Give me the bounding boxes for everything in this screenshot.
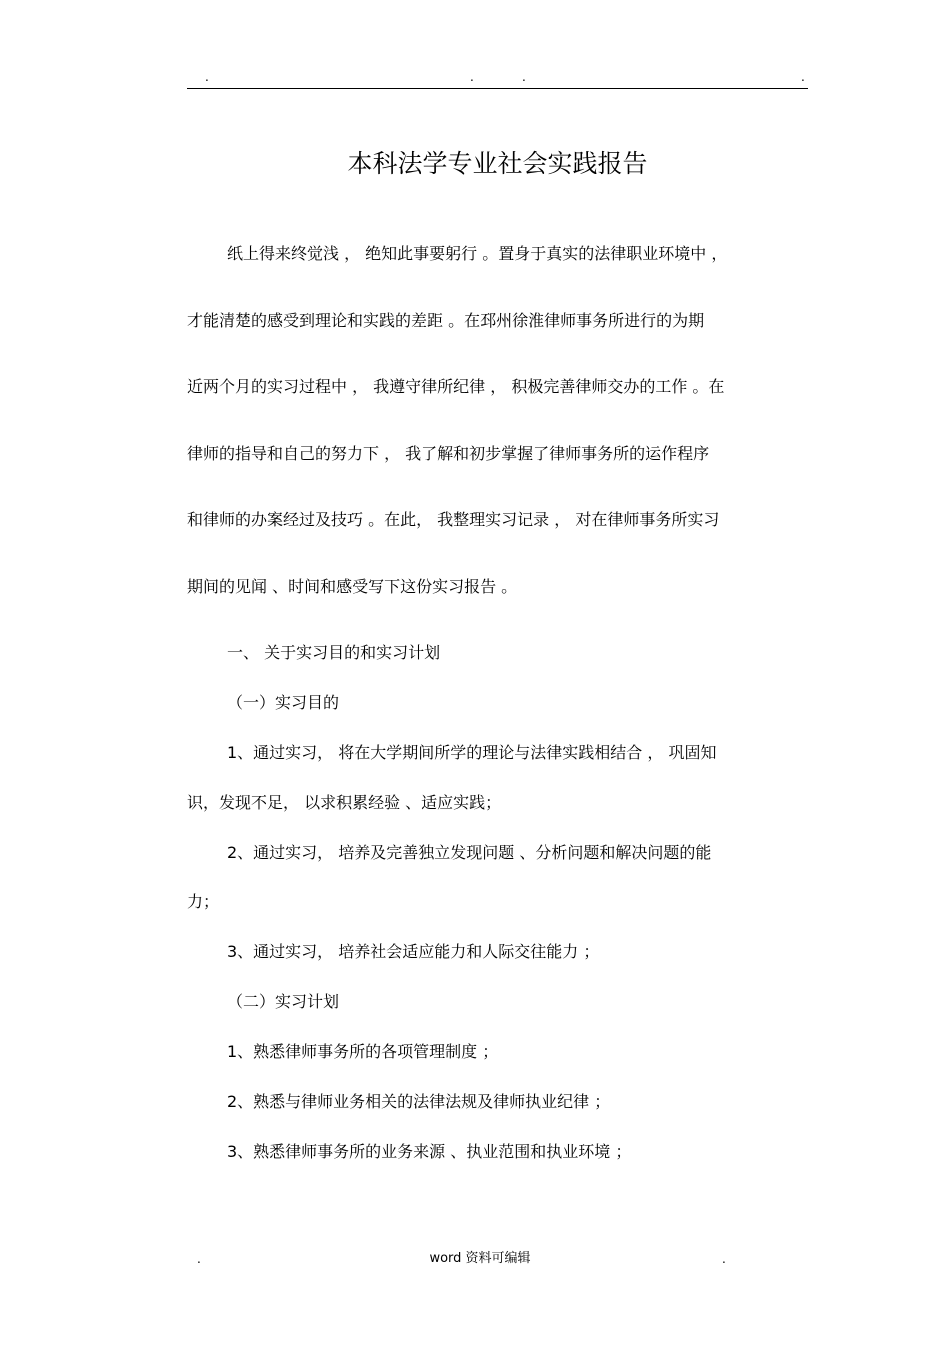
goal-item: 2、通过实习， 培养及完善独立发现问题 、分析问题和解决问题的能	[227, 843, 712, 862]
text-line: 期间的见闻 、时间和感受写下这份实习报告 。	[187, 577, 518, 596]
text-line: 律师的指导和自己的努力下 ， 我了解和初步掌握了律师事务所的运作程序	[187, 444, 710, 463]
footer-dot: .	[197, 1252, 201, 1266]
goal-item: 1、通过实习， 将在大学期间所学的理论与法律实践相结合 ， 巩固知	[227, 743, 717, 762]
subsection-heading: （一）实习目的	[227, 693, 340, 712]
document-title: 本科法学专业社会实践报告	[347, 149, 648, 178]
header-dot: .	[801, 70, 805, 84]
plan-item: 3、熟悉律师事务所的业务来源 、执业范围和执业环境 ；	[227, 1142, 632, 1161]
header-rule	[187, 88, 808, 89]
text-line: 和律师的办案经过及技巧 。在此， 我整理实习记录 ， 对在律师事务所实习	[187, 510, 720, 529]
header-dot: .	[470, 70, 474, 84]
goal-item-continuation: 力；	[187, 892, 220, 911]
goal-item: 3、通过实习， 培养社会适应能力和人际交往能力 ；	[227, 942, 600, 961]
footer-dot: .	[722, 1252, 726, 1266]
header-dot: .	[205, 70, 209, 84]
text-line: 纸上得来终觉浅 ， 绝知此事要躬行 。置身于真实的法律职业环境中 ，	[227, 244, 728, 263]
text-line: 才能清楚的感受到理论和实践的差距 。在邳州徐淮律师事务所进行的为期	[187, 311, 705, 330]
plan-item: 1、熟悉律师事务所的各项管理制度 ；	[227, 1042, 499, 1061]
goal-item-continuation: 识，发现不足， 以求积累经验 、适应实践；	[187, 793, 502, 812]
footer-text: word 资料可编辑	[429, 1251, 531, 1266]
header-dot: .	[522, 70, 526, 84]
plan-item: 2、熟悉与律师业务相关的法律法规及律师执业纪律 ；	[227, 1092, 611, 1111]
text-line: 近两个月的实习过程中 ， 我遵守律所纪律 ， 积极完善律师交办的工作 。在	[187, 377, 725, 396]
subsection-heading: （二）实习计划	[227, 992, 340, 1011]
section-heading: 一、 关于实习目的和实习计划	[227, 643, 441, 662]
